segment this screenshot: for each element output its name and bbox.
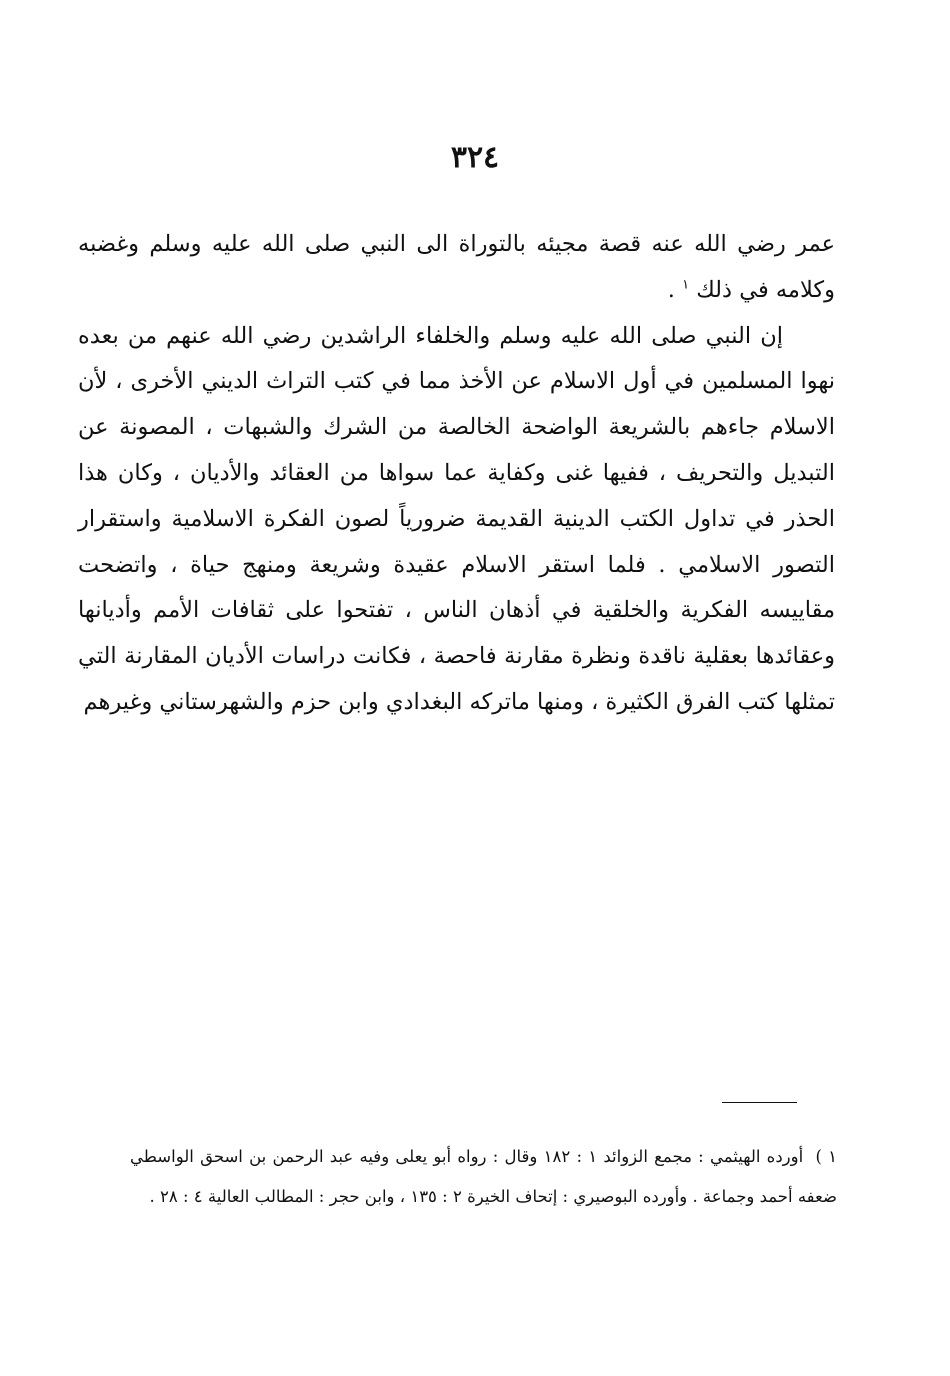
footnote-separator — [722, 1102, 797, 1103]
footnote-text: أورده الهيثمي : مجمع الزوائد ١ : ١٨٢ وقال : رواه أبو يعلى وفيه عبد الرحمن بن اسحق الواسطي ضعفه أحمد وجماعة . وأورده البوصيري : إتحاف الخيرة ٢ : ١٣٥ ، وابن حجر : المطالب العالية ٤ : ٢٨ . — [130, 1147, 837, 1206]
paragraph-text: إن النبي صلى الله عليه وسلم والخلفاء الراشدين رضي الله عنهم من بعده نهوا المسلمين في أول الاسلام عن الأخذ مما في كتب التراث الديني الأخرى ، لأن الاسلام جاءهم بالشريعة الواضحة الخالصة من الشرك والشبهات ، المصونة عن التبديل والتحريف ، ففيها غنى وكفاية عما سواها من العقائد والأديان ، وكان هذا الحذر في تداول الكتب الدينية القديمة ضرورياً لصون الفكرة الاسلامية واستقرار التصور الاسلامي . فلما استقر الاسلام عقيدة وشريعة ومنهج حياة ، واتضحت مقاييسه الفكرية والخلقية في أذهان الناس ، تفتحوا على ثقافات الأمم وأديانها وعقائدها بعقلية ناقدة ونظرة مقارنة فاحصة ، فكانت دراسات الأديان المقارنة التي تمثلها كتب الفرق الكثيرة ، ومنها ماتركه البغدادي وابن حزم والشهرستاني وغيرهم — [78, 322, 835, 715]
paragraph-end: . — [667, 276, 683, 303]
footnotes — [130, 1137, 837, 1217]
footnote-reference: ١ — [682, 277, 690, 293]
paragraph-text: عمر رضي الله عنه قصة مجيئه بالتوراة الى النبي صلى الله عليه وسلم وغضبه وكلامه في ذلك — [78, 231, 835, 303]
footnote — [130, 1137, 837, 1217]
page-number: ٣٢٤ — [450, 140, 500, 175]
paragraph — [78, 314, 835, 726]
main-text — [78, 222, 835, 726]
footnote-number: ١ ) — [815, 1147, 837, 1166]
paragraph — [78, 222, 835, 314]
